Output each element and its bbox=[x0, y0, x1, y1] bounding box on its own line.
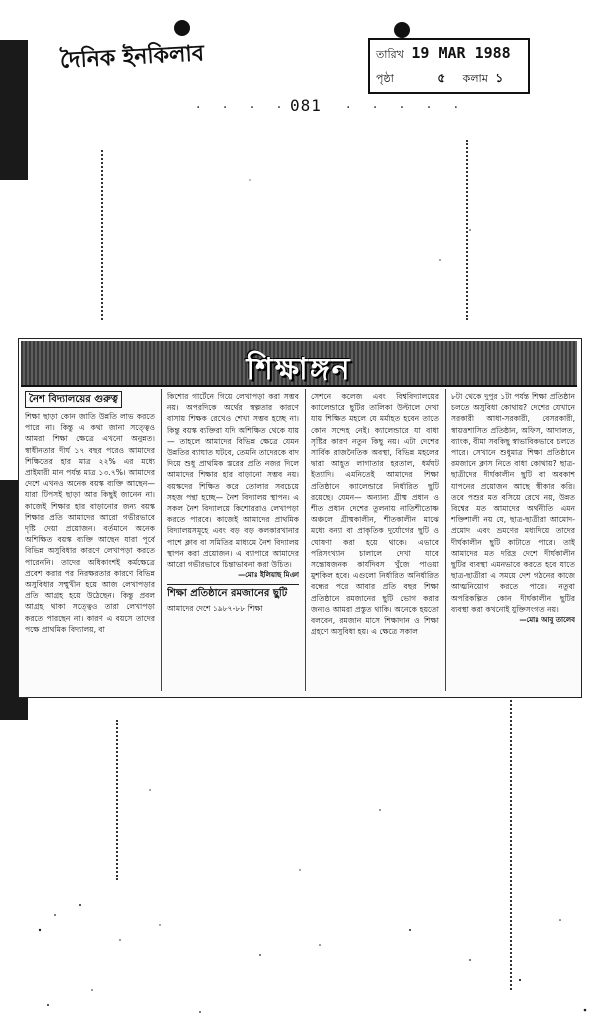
dot-trail: · · · · bbox=[196, 100, 291, 116]
column-divider bbox=[445, 389, 446, 691]
newspaper-name: দৈনিক ইনকিলাব bbox=[59, 40, 205, 74]
article-column-4 bbox=[451, 391, 575, 691]
fold-line bbox=[510, 700, 512, 990]
fold-line bbox=[101, 150, 103, 320]
column-label: কলাম bbox=[462, 72, 488, 85]
article-heading: শিক্ষা প্রতিষ্ঠানে রমজানের ছুটি bbox=[167, 584, 299, 600]
article-column-3 bbox=[311, 391, 439, 691]
article-column-1 bbox=[25, 391, 155, 691]
section-title: শিক্ষাঙ্গন bbox=[246, 352, 352, 387]
article-byline: —মোঃ ইলিয়াছ মিঞা bbox=[238, 571, 299, 580]
article-heading: নৈশ বিদ্যালয়ের গুরুত্ব bbox=[25, 391, 122, 408]
page-value: ৫ bbox=[437, 71, 446, 85]
section-banner bbox=[21, 341, 577, 387]
dot-trail: · · · · · bbox=[346, 100, 468, 116]
article-body: কিশোর গার্টেনে গিয়ে লেখাপড়া করা সম্ভব নয়। অপরদিকে অর্থের স্বল্পতার কারণে বাসায় শিক্ষক রেখেও শেখা সম্ভব হচ্ছে না। কিন্তু বয়স্ক ব্যক্তিরা যদি অশিক্ষিত থেকে যায়— তাহলে আমাদের বিভিন্ন ক্ষেত্রে যেমন উন্নতির ব্যাঘাত ঘটবে, তেমনি তাদেরকে বাদ দিয়ে শুধু প্রাথমিক স্তরের প্রতি নজর দিলে আমাদের শিক্ষার হার বাড়ানো সম্ভব নয়। বয়স্কদের শিক্ষিত করে তোলার সবচেয়ে সহজ পন্থা হচ্ছে— নৈশ বিদ্যালয় স্থাপন। এ সকল নৈশ বিদ্যালয়ে কিশোররাও লেখাপড়া করতে পারবে। কাজেই আমাদের প্রাথমিক বিদ্যালয়সমূহে এবং বড় বড় কলকারখানার পাশে ক্লাব বা সমিতির মাধ্যমে নৈশ বিদ্যালয় স্থাপন করা প্রয়োজন। এ ব্যাপারে আমাদের আরো গভীরভাবে চিন্তাভাবনা করা উচিত। bbox=[167, 392, 299, 570]
newspaper-clipping bbox=[18, 338, 582, 698]
punch-hole-right bbox=[394, 22, 410, 38]
article-byline: —মোঃ আবু তালেব bbox=[519, 616, 575, 625]
page-label: পৃষ্ঠা bbox=[376, 72, 394, 85]
article-column-2 bbox=[167, 391, 299, 691]
article-body: ৮টা থেকে দুপুর ১টা পর্যন্ত শিক্ষা প্রতিষ্ঠান চলতে অসুবিধা কোথায়? দেশের যেখানে সরকারী আধা-সরকারী, বেসরকারী, স্বায়ত্তশাসিত প্রতিষ্ঠান, অফিস, আদালত, ব্যাংক, বীমা সবকিছু স্বাভাবিকভাবে চলতে পারে। সেখানে শুধুমাত্র শিক্ষা প্রতিষ্ঠানে রমজানে ক্লাস নিতে বাধা কোথায়? ছাত্র-ছাত্রীদের দীর্ঘকালীন ছুটি বা অবকাশ যাপনের প্রয়োজন আছে স্বীকার করি। তবে পশুর মত বসিয়ে রেখে নয়, উন্নত বিশ্বের মত আমাদের অর্থনীতি এমন শক্তিশালী নয় যে, ছাত্র-ছাত্রীরা আমোদ-প্রমোদ এবং ভ্রমণের মধ্যদিয়ে তাদের দীর্ঘকালীন ছুটি কাটাতে পারে। তাই আমাদের মত দরিদ্র দেশে দীর্ঘকালীন ছুটির ব্যবস্থা এমনভাবে করতে হবে যাতে ছাত্র-ছাত্রীরা এ সময়ে দেশ গঠনের কাজে আত্মনিয়োগ করতে পারে। নতুবা অপরিকল্পিত কোন দীর্ঘকালীন ছুটির ব্যবস্থা করা কখনোই যুক্তিসংগত নয়। bbox=[451, 392, 575, 614]
article-body: সেশনে কলেজ এবং বিশ্ববিদ্যালয়ের ক্যালেন্ডারে ছুটির তালিকা উল্টালে দেখা যায় শিক্ষিত মহলে যে মর্মাহত হবেন তাতে কোন সন্দেহ নেই। ক্যালেন্ডারে যা বাধা সৃষ্টির কারণ নতুন কিছু নয়। এটা দেশের সার্বিক রাজনৈতিক অবস্থা, বিভিন্ন মহলের দ্বারা আহূত লাগাতার হরতাল, ধর্মঘট ইত্যাদি। এমনিতেই আমাদের শিক্ষা প্রতিষ্ঠানে ক্যালেন্ডারে নির্ধারিত ছুটি রয়েছে। যেমন— অন্যান্য গ্রীষ্ম প্রধান ও শীত প্রধান দেশের তুলনায় নাতিশীতোষ্ণ অঞ্চলে গ্রীষ্মকালীন, শীতকালীন মাঝে মধ্যে বন্যা বা প্রাকৃতিক দুর্যোগের ছুটি ও ঘোষণা করা হয়ে থাকে। এভাবে পরিসংখ্যান চালালে দেখা যাবে সন্তোষজনক কার্যদিবস খুঁজে পাওয়া মুশকিল হবে। এগুলো নির্ধারিত অনির্ধারিত বন্ধের পরে আবার প্রতি বছর শিক্ষা প্রতিষ্ঠানে রমজানের ছুটি ভোগ করার জন্যও আমরা প্রস্তুত থাকি। অনেকে হয়তো বলবেন, রমজান মাসে শিক্ষাদান ও শিক্ষা গ্রহণে অসুবিধা হয়। এ ক্ষেত্রে সকাল bbox=[311, 392, 439, 637]
fold-line bbox=[116, 720, 118, 880]
punch-hole-left bbox=[174, 20, 190, 36]
date-stamp-box bbox=[368, 38, 530, 94]
column-divider bbox=[305, 389, 306, 691]
fold-line bbox=[466, 140, 468, 320]
sheet-number: 081 bbox=[290, 96, 322, 115]
date-value: 19 MAR 1988 bbox=[411, 44, 511, 62]
article-body: আমাদের দেশে ১৯৮৭-৮৮ শিক্ষা bbox=[167, 604, 263, 614]
date-label: তারিখ bbox=[376, 48, 404, 61]
column-divider bbox=[161, 389, 162, 691]
article-body: শিক্ষা ছাড়া কোন জাতি উন্নতি লাভ করতে পারে না। কিন্তু এ কথা জানা সত্ত্বেও আমরা শিক্ষা ক্ষেত্রে এখনো অনুন্নত। স্বাধীনতার দীর্ঘ ১৭ বছর পরেও আমাদের শিক্ষিতের হার মাত্র ২২% এর মধ্যে প্রাইমারী মান পর্যন্ত মাত্র ১৩.৭%। আমাদের দেশে এখনও অনেক বয়স্ক ব্যক্তি আছেন— যারা টিপসই ছাড়া আর কিছুই জানেন না। কাজেই শিক্ষার হার বাড়ানোর জন্য বয়স্ক শিক্ষার প্রতি আমাদের আরো গভীরভাবে দৃষ্টি দেয়া প্রয়োজন। বর্তমানে অনেক অশিক্ষিত বয়স্ক ব্যক্তি আছেন যারা পূর্বে বিভিন্ন অসুবিধার কারণে লেখাপড়া করতে পারেননি। তাদের অধিকাংশই কর্মক্ষেত্রে প্রবেশ করার পর নিরক্ষরতার কারণে বিভিন্ন অসুবিধার সম্মুখীন হয়ে আজ লেখাপড়ার প্রতি আগ্রহ হয়ে উঠেছেন। কিন্তু প্রবল আগ্রহ থাকা সত্ত্বেও তারা লেখাপড়া করতে পারছেন না। কারণ এ বয়সে তাদের পক্ষে প্রাথমিক বিদ্যালয়, বা bbox=[25, 412, 155, 634]
column-value: ১ bbox=[495, 71, 504, 85]
